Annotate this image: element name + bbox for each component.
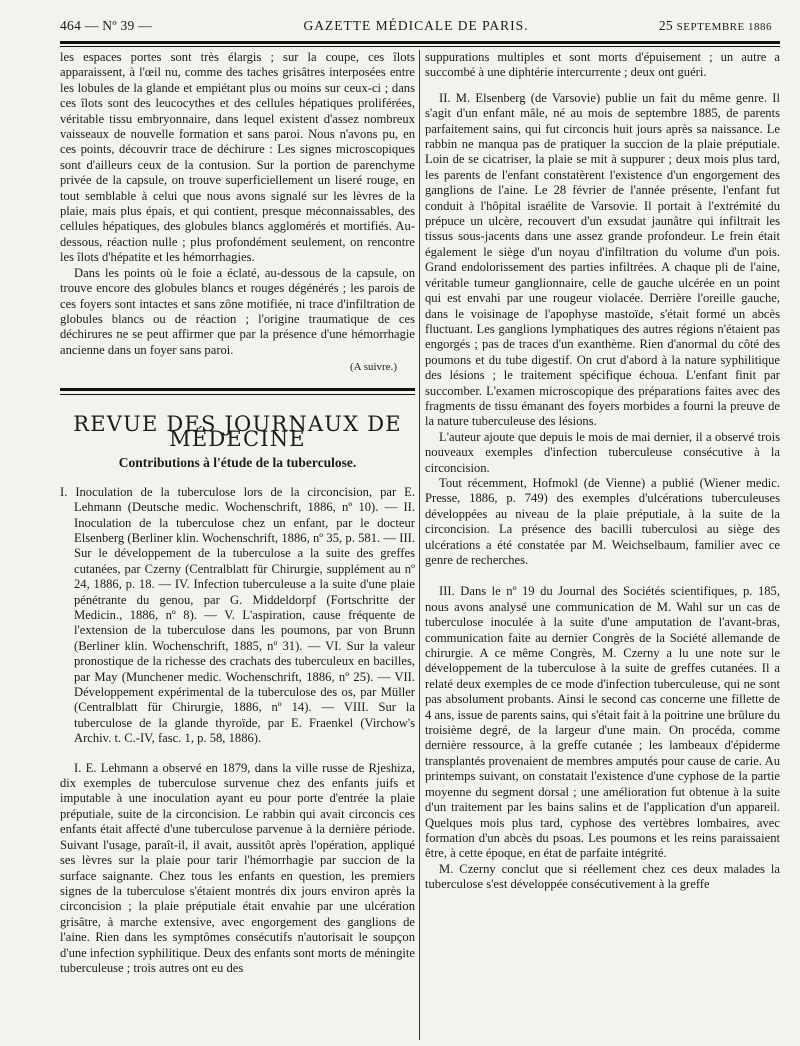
left-column: [60, 50, 415, 976]
column-divider: [419, 50, 420, 1040]
issue-date: [659, 18, 772, 34]
page-header: [60, 18, 772, 40]
left-paragraph-1: les espaces portes sont très élargis ; sur la coupe, ces îlots apparaissent, à l'œil nu, comme des taches grisâtres interposées entre les lobules de la glande et empiétant plus ou moins sur ceux-ci ; dans ces îlots sont des leucocythes et des cellules hépatiques proliférées, véritable tissu embryonnaire, dans lequel existent d'assez nombreux vaisseaux de nouvelle formation et sans paroi. Nous n'avons pu, en ces points, découvrir trace de déchirure : Les signes microscopiques sont d'ailleurs ceux de la contusion. Sur la portion de parenchyme privée de la capsule, on trouve superficiellement un liseré rouge, en tout semblable à celui que nous avons signalé sur les lèvres de la plaie, mais plus épais, et qui contient, presque méconnaissables, des cellules hépatiques, des globules blancs agglomérés et mortifiés. Au-dessous, réaction nulle ; plus profondément seulement, on rencontre les îlots d'hépatite et les hémorrhagies.: [60, 50, 415, 265]
page-number: 464 — Nº 39 —: [60, 18, 153, 33]
right-paragraph-5: III. Dans le nº 19 du Journal des Sociétés scientifiques, p. 185, nous avons analysé une communication de M. Wahl sur un cas de tuberculose inoculée à la suite d'une amputation de l'avant-bras, communication faite au dernier Congrès de la Société allemande de chirurgie. A ce même Congrès, M. Czerny a lu une note sur le développement de la tuberculose à la suite de greffes cutanées. Il a relaté deux exemples de ce mode d'infection tuberculeuse, qui ne sont pas absolument probants. Ainsi le second cas concerne une fillette de 4 ans, issue de parents sains, qui s'était fait à la poitrine une brûlure du troisième degré, de la largeur d'une main. On procéda, comme dernière ressource, à la greffe cutanée ; les lambeaux d'épiderme transplantés provenaient de membres amputés pour cause de carie. Au printemps suivant, on constatait l'existence d'une cyphose de la partie moyenne du segment dorsal ; une amélioration fut obtenue à la suite d'un traitement par les bains salins et de l'application d'un appareil. Quelques mois plus tard, cyphose des vertèbres lombaires, avec formation d'un abcès du psoas. Les poumons et les reins paraissaient être, à cette époque, en état de parfaite intégrité.: [425, 584, 780, 861]
to-be-continued: (A suivre.): [349, 361, 397, 374]
right-paragraph-4: Tout récemment, Hofmokl (de Vienne) a publié (Wiener medic. Presse, 1886, p. 749) des exemples d'ulcérations tuberculeuses développées au niveau de la plaie préputiale, à la suite de la circoncision. La présence des bacilli tuberculosi au siège des ulcérations a été constatée par M. Weichselbaum, familier avec ce genre de recherches.: [425, 475, 780, 567]
section-rule-thick: [60, 388, 415, 391]
right-paragraph-2: II. M. Elsenberg (de Varsovie) publie un fait du même genre. Il s'agit d'un enfant mâle, né au mois de septembre 1885, de parents parfaitement sains, qui fut circoncis huit jours après sa naissance. Le rabbin ne manqua pas de pratiquer la succion de la plaie préputiale. Loin de se cicatriser, la plaie se mit à suppurer ; deux mois plus tard, les parents de l'enfant constatèrent l'existence d'un engorgement des ganglions de l'aine. Le 28 février de l'année présente, l'enfant fut conduit à l'hôpital israélite de Varsovie. Il portait à l'extrémité du prépuce un ulcère, recouvert d'un exsudat jaunâtre qui infiltrait les tissus sous-jacents dans une assez grande profondeur. Le frein était également le siège d'un noyau d'infiltration du volume d'un pois. Grand endolorissement des parties infiltrées. A chaque pli de l'aine, véritable tumeur ganglionnaire, celle de gauche ulcérée en un point qui est envahi par une rougeur violacée. Derrière l'oreille gauche, dans le voisinage de l'apophyse mastoïde, s'était formé un abcès fluctuant. Les ganglions lymphatiques des autres régions n'étaient pas engorgés ; pas de traces d'un exanthème. Rien d'anormal du côté des poumons et du tube digestif. On crut d'abord à la nature syphilitique des lésions ; le traitement spécifique échoua. L'enfant finit par succomber. L'examen microscopique des préparations faites avec des fragments de tissu émanant des foyers morbides a fourni la preuve de la nature tuberculeuse des lésions.: [425, 90, 780, 429]
right-column: [425, 50, 780, 893]
left-paragraph-2: Dans les points où le foie a éclaté, au-dessous de la capsule, on trouve encore des globules blancs et rouges dégénérés ; les parois de ces foyers sont intactes et sans zône motifiée, ni trace d'infiltration de globules blancs ou de réaction ; l'origine traumatique de ces déchirures ne se peut affirmer que par la présence d'une hémorrhagie ancienne dans un foyer sans paroi.: [60, 265, 415, 357]
header-rule-thin: [60, 46, 780, 47]
journal-title: GAZETTE MÉDICALE DE PARIS.: [303, 18, 529, 33]
issue-day: 25: [658, 18, 673, 33]
right-paragraph-3: L'auteur ajoute que depuis le mois de mai dernier, il a observé trois nouveaux exemples d'infection tuberculeuse consécutive à la circoncision.: [425, 429, 780, 475]
review-section-subtitle: Contributions à l'étude de la tuberculose.: [118, 455, 357, 471]
right-paragraph-6: M. Czerny conclut que si réellement chez ces deux malades la tuberculose s'est développée consécutivement à la greffe: [425, 861, 780, 892]
reference-list: I. Inoculation de la tuberculose lors de la circoncision, par E. Lehmann (Deutsche medic. Wochenschrift, 1886, nº 10). — II. Inoculation de la tuberculose chez un enfant, par le docteur Elsenberg (Berliner klin. Wochenschrift, 1886, nº 35, p. 581. — III. Sur le développement de la tuberculose a la suite des greffes cutanées, par Czerny (Centralblatt für Chirurgie, supplément au nº 24, 1886, p. 18. — IV. Infection tuberculeuse a la suite d'une plaie pénétrante du genou, par G. Middeldorpf (Fortschritte der Medicin., 1886, nº 8). — V. L'aspiration, cause fréquente de l'extension de la tuberculose dans les poumons, par von Brunn (Berliner klin. Wochenschrift, 1885, nº 31). — VI. Sur la valeur pronostique de la richesse des crachats des tuberculeux en bacilles, par May (Munchener medic. Wochenschrift, 1886, nº 25). — VII. Développement expérimental de la tuberculose des os, par Müller (Centralblatt für Chirurgie, 1886, nº 14). — VIII. Sur la tuberculose de la glande thyroïde, par E. Fraenkel (Virchow's Archiv. t. C.-IV, fasc. 1, p. 58, 1886).: [60, 484, 415, 746]
left-paragraph-3: I. E. Lehmann a observé en 1879, dans la ville russe de Rjeshiza, dix exemples de tuberculose survenue chez des enfants juifs et imputable à une inoculation ayant eu pour porte d'entrée la plaie préputiale, suite de la circoncision. Le rabbin qui avait circoncis ces enfants était affecté d'une tuberculose parvenue à la dernière période. Suivant l'usage, paraît-il, il avait, aussitôt après l'opération, appliqué ses lèvres sur la plaie pour tarir l'hémorrhagie par succion de la surface saignante. Chez tous les enfants en question, les premiers signes de la tuberculose s'étaient montrés dix jours environ après la circoncision ; la plaie préputiale était envahie par une ulcération grisâtre, à marche extensive, avec engorgement des ganglions de l'aine. Rien dans les symptômes consécutifs n'autorisait le soupçon d'une infection syphilitique. Deux des enfants sont morts de méningite tuberculeuse ; trois autres ont eu des: [60, 760, 415, 975]
right-paragraph-1: suppurations multiples et sont morts d'épuisement ; un autre a succombé à une diphtérie intercurrente ; deux ont guéri.: [425, 50, 780, 80]
section-rule-thin: [60, 394, 415, 395]
issue-month-year: SEPTEMBRE 1886: [676, 21, 772, 33]
header-rule-thick: [60, 41, 780, 44]
review-section-title: REVUE DES JOURNAUX DE MÉDECINE: [73, 411, 402, 451]
